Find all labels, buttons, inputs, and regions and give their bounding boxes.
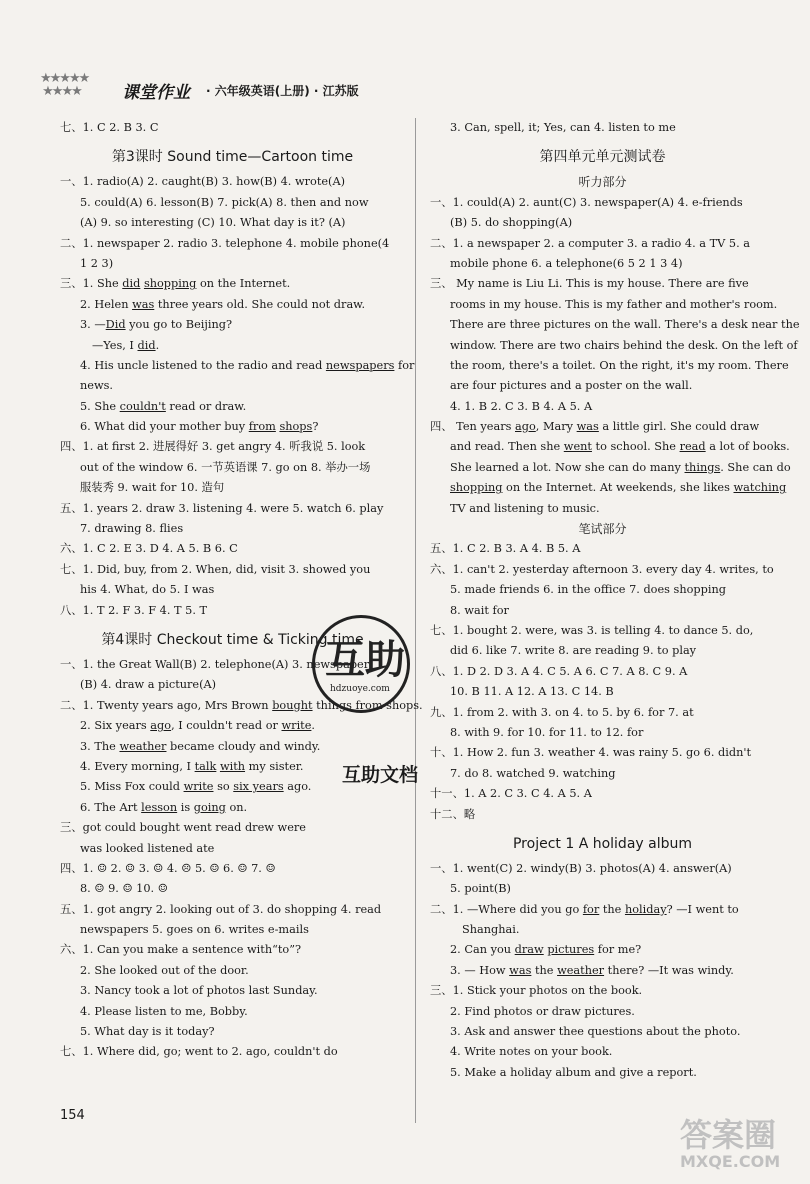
underlined-answer: write [183, 780, 214, 794]
answer-text: 七、1. Where did, go; went to 2. ago, couldn't do [60, 1045, 338, 1059]
underlined-answer: did [137, 338, 156, 352]
answer-line [430, 376, 775, 396]
answer-text: 2. Helen [80, 297, 133, 311]
answer-text: did 6. like 7. write 8. are reading 9. to play [450, 644, 697, 658]
answer-text: 一、1. radio(A) 2. caught(B) 3. how(B) 4. wrote(A) [60, 175, 346, 189]
answer-line [430, 703, 775, 723]
answer-line [430, 920, 775, 940]
answer-text: 七、1. Did, buy, from 2. When, did, visit 3. showed you [60, 562, 371, 576]
underlined-answer: ago [515, 420, 536, 434]
page-header [40, 70, 420, 106]
answer-line [60, 519, 405, 539]
answer-line [430, 118, 775, 138]
answer-line [430, 682, 775, 702]
answer-text: 8. with 9. for 10. for 11. to 12. for [450, 725, 644, 739]
answer-line [60, 900, 405, 920]
answer-text: 5. What day is it today? [80, 1025, 215, 1039]
answer-line [60, 798, 405, 818]
answer-text: are four pictures and a poster on the wall. [450, 379, 693, 393]
answer-line [60, 839, 405, 859]
answer-text: for me? [594, 943, 642, 957]
underlined-answer: was [576, 420, 599, 434]
answer-text: 6. What did your mother buy [80, 420, 249, 434]
underlined-answer: six years [233, 780, 284, 794]
answer-text: 2. Six years [80, 719, 151, 733]
answer-line [60, 417, 405, 437]
answer-line [430, 805, 775, 825]
answer-text: 5. She [80, 399, 120, 413]
answer-line [60, 118, 405, 138]
answer-text: 一、1. could(A) 2. aunt(C) 3. newspaper(A) 4. e-friends [430, 195, 743, 209]
answer-text: 7. do 8. watched 9. watching [450, 766, 616, 780]
answer-text: 七、1. bought 2. were, was 3. is telling 4. to dance 5. do, [430, 623, 754, 637]
answer-text: 二、1. —Where did you go [430, 902, 583, 916]
answer-line [430, 879, 775, 899]
answer-text: is [177, 800, 194, 814]
answer-text: 2. She looked out of the door. [80, 963, 249, 977]
underlined-answer: holiday [624, 902, 667, 916]
answer-text: 10. B 11. A 12. A 13. C 14. B [450, 685, 614, 699]
answer-text: 四、 Ten years [430, 420, 515, 434]
underlined-answer: talk [194, 759, 217, 773]
section-title: 第3课时 Sound time—Cartoon time [111, 149, 354, 166]
answer-line [60, 193, 405, 213]
answer-text: 六、1. C 2. E 3. D 4. A 5. B 6. C [60, 542, 238, 556]
answer-text: 2. Find photos or draw pictures. [450, 1004, 635, 1018]
answer-text: the room, there's a toilet. On the right, it's my room. There [450, 358, 789, 372]
answer-line [60, 478, 405, 498]
answer-text: three years old. She could not draw. [154, 297, 366, 311]
answer-text: ? [312, 420, 319, 434]
answer-line [430, 859, 775, 879]
answer-line [430, 1063, 775, 1083]
answer-line [60, 580, 405, 600]
answer-line [430, 641, 775, 661]
answer-line [430, 254, 775, 274]
answer-line [430, 458, 791, 478]
answer-text: 3. — How [450, 963, 510, 977]
answer-text: the [531, 963, 558, 977]
underlined-answer: for [582, 902, 600, 916]
answer-text: ago. [283, 780, 312, 794]
answer-line [430, 580, 775, 600]
answer-text: 十一、1. A 2. C 3. C 4. A 5. A [430, 787, 592, 801]
underlined-answer: ago [150, 719, 172, 733]
underlined-answer: couldn't [119, 399, 166, 413]
answer-text: 3. — [80, 318, 106, 332]
answer-line [430, 784, 775, 804]
answer-text: 4. Every morning, I [80, 759, 195, 773]
answer-line [430, 274, 775, 294]
answer-line [60, 737, 405, 757]
answer-text: news. [80, 379, 114, 393]
answer-text: 3. Ask and answer thee questions about the photo. [450, 1025, 741, 1039]
answer-text: ? —I went to [666, 902, 739, 916]
answer-text: 5. Miss Fox could [80, 780, 184, 794]
stars-icon: ★★★★★ ★★★★ [40, 71, 89, 99]
answer-text: you go to Beijing? [125, 318, 233, 332]
answer-text: things from shops. [312, 698, 423, 712]
answer-line [60, 560, 405, 580]
answer-line [430, 1022, 775, 1042]
answer-line [430, 601, 775, 621]
answer-text: there? —It was windy. [604, 963, 734, 977]
answer-line [60, 315, 405, 335]
underlined-answer: was [509, 963, 532, 977]
underlined-answer: went [563, 440, 592, 454]
answer-text: 十二、略 [430, 807, 476, 821]
answer-line [60, 879, 405, 899]
underlined-answer: Did [105, 318, 126, 332]
answer-text: 五、1. years 2. draw 3. listening 4. were 5. watch 6. play [60, 501, 384, 515]
answer-text: 5. Make a holiday album and give a report. [450, 1065, 697, 1079]
underlined-answer: watching [733, 481, 787, 495]
answer-text: 三、1. Stick your photos on the book. [430, 984, 643, 998]
corner-watermark: 答案圈 MXQE.COM [680, 1116, 781, 1171]
answer-line [60, 716, 405, 736]
answer-line [430, 940, 775, 960]
answer-line [60, 940, 405, 960]
answer-text: (A) 9. so interesting (C) 10. What day is it? (A) [80, 216, 346, 230]
answer-text: and read. Then she [450, 440, 564, 454]
answer-line [60, 397, 405, 417]
answer-line [430, 193, 775, 213]
underlined-answer: with [219, 759, 246, 773]
answer-line [60, 920, 405, 940]
underlined-answer: shopping [143, 277, 197, 291]
underlined-answer: shops [279, 420, 313, 434]
answer-line [430, 662, 775, 682]
answer-line [60, 458, 405, 478]
underlined-answer: going [193, 800, 226, 814]
underlined-answer: read [679, 440, 706, 454]
answer-line [430, 1002, 775, 1022]
answer-text: 4. His uncle listened to the radio and read [80, 358, 326, 372]
answer-line [60, 539, 405, 559]
answer-text: window. There are two chairs behind the desk. On the left of [450, 338, 798, 352]
underlined-answer: pictures [547, 943, 595, 957]
answer-text: There are three pictures on the wall. There's a desk near the [450, 318, 800, 332]
answer-text: 7. drawing 8. flies [80, 522, 184, 536]
answer-text: 四、1. at first 2. 进展得好 3. get angry 4. 听我说 5. look [60, 440, 366, 454]
answer-line [430, 560, 775, 580]
answer-text: to school. She [591, 440, 680, 454]
answer-text: 二、1. Twenty years ago, Mrs Brown [60, 698, 273, 712]
answer-text: on. [225, 800, 248, 814]
answer-line [60, 818, 405, 838]
answer-line [60, 499, 405, 519]
answer-line [60, 356, 415, 376]
underlined-answer: write [281, 719, 312, 733]
answer-text: the [599, 902, 625, 916]
answer-text: (B) 4. draw a picture(A) [80, 678, 217, 692]
answer-text: my sister. [245, 759, 304, 773]
answer-text: 八、1. D 2. D 3. A 4. C 5. A 6. C 7. A 8. C 9. A [430, 664, 688, 678]
answer-text: —Yes, I [92, 338, 138, 352]
answer-text: (B) 5. do shopping(A) [450, 216, 573, 230]
answer-text: 8. wait for [450, 603, 509, 617]
answer-text: 5. made friends 6. in the office 7. does shopping [450, 583, 727, 597]
underlined-answer: shopping [450, 481, 503, 495]
underlined-answer: was [132, 297, 155, 311]
answer-text: rooms in my house. This is my father and mother's room. [450, 297, 778, 311]
underlined-answer: lesson [141, 800, 178, 814]
answer-line [430, 417, 775, 437]
answer-line [60, 859, 405, 879]
answer-line [60, 295, 405, 315]
answer-text: , I couldn't read or [171, 719, 282, 733]
answer-text: 五、1. got angry 2. looking out of 3. do shopping 4. read [60, 902, 382, 916]
answer-text: 3. Can, spell, it; Yes, can 4. listen to me [450, 121, 676, 134]
answer-text: 5. could(A) 6. lesson(B) 7. pick(A) 8. then and now [80, 195, 369, 209]
answer-text: 九、1. from 2. with 3. on 4. to 5. by 6. for 7. at [430, 705, 694, 719]
answer-text: 3. The [80, 739, 120, 753]
answer-line [430, 234, 775, 254]
answer-line [430, 437, 790, 457]
answer-line [60, 274, 405, 294]
answer-text: 一、1. went(C) 2. windy(B) 3. photos(A) 4. answer(A) [430, 861, 732, 875]
column-divider [415, 118, 416, 1123]
answer-text: 六、1. Can you make a sentence with“to”? [60, 943, 302, 957]
answer-text: became cloudy and windy. [166, 739, 321, 753]
answer-text: 1 2 3) [80, 256, 114, 270]
answer-text: so [213, 780, 234, 794]
underlined-answer: from [248, 420, 276, 434]
answer-text: 4. Write notes on your book. [450, 1045, 613, 1059]
answer-line [430, 336, 798, 356]
section-title: 第四单元单元测试卷 [539, 149, 666, 166]
underlined-answer: bought [272, 698, 313, 712]
answer-text: 服装秀 9. wait for 10. 造句 [80, 481, 225, 495]
answer-text: 二、1. newspaper 2. radio 3. telephone 4. mobile phone(4 [60, 236, 390, 250]
answer-text: 三、1. She [60, 277, 123, 291]
underlined-answer: weather [119, 739, 167, 753]
underlined-answer: weather [557, 963, 605, 977]
header-title: 课堂作业 [122, 83, 190, 103]
answer-line [60, 336, 405, 356]
answer-line [60, 1002, 405, 1022]
answer-text: was looked listened ate [80, 841, 215, 855]
answer-line [60, 376, 405, 396]
answer-line [60, 254, 405, 274]
answer-line [430, 621, 775, 641]
answer-line [430, 981, 775, 1001]
answer-text: . [311, 719, 316, 733]
answer-line [430, 1042, 775, 1062]
answer-line [430, 723, 775, 743]
answer-text: 二、1. a newspaper 2. a computer 3. a radio 4. a TV 5. a [430, 236, 751, 250]
answer-text: 3. Nancy took a lot of photos last Sunday. [80, 984, 318, 998]
answer-line [430, 900, 775, 920]
answer-text: on the Internet. [196, 277, 291, 291]
answer-line [60, 981, 405, 1001]
answer-text: , Mary [535, 420, 577, 434]
answer-text: 十、1. How 2. fun 3. weather 4. was rainy 5. go 6. didn't [430, 746, 752, 760]
answer-text: . She can do [720, 460, 791, 474]
answer-text: . [155, 338, 160, 352]
answer-text: Shanghai. [462, 923, 520, 937]
underlined-answer: things [684, 460, 721, 474]
answer-line [60, 234, 405, 254]
answer-text: 四、1. ☺ 2. ☺ 3. ☺ 4. ☹ 5. ☺ 6. ☺ 7. ☺ [60, 861, 276, 875]
answer-line [430, 295, 778, 315]
underlined-answer: newspapers [325, 358, 395, 372]
answer-line [60, 437, 405, 457]
answer-text: 8. ☺ 9. ☺ 10. ☺ [80, 882, 168, 896]
answer-text: 6. The Art [80, 800, 142, 814]
answer-text: 七、1. C 2. B 3. C [60, 121, 159, 134]
answer-text: 4. Please listen to me, Bobby. [80, 1004, 248, 1018]
left-column [60, 118, 423, 1063]
answer-line [60, 1022, 405, 1042]
answer-text: for [394, 358, 415, 372]
underlined-answer: draw [514, 943, 544, 957]
answer-text: TV and listening to music. [450, 501, 600, 515]
underlined-answer: did [122, 277, 141, 291]
answer-text: 三、 My name is Liu Li. This is my house. There are five [430, 277, 749, 291]
answer-line [430, 397, 775, 417]
answer-text: a little girl. She could draw [598, 420, 760, 434]
answer-text: 2. Can you [450, 943, 515, 957]
answer-text: 五、1. C 2. B 3. A 4. B 5. A [430, 542, 581, 556]
header-subtitle: · 六年级英语(上册) · 江苏版 [206, 84, 359, 98]
answer-line [60, 961, 405, 981]
answer-line [430, 961, 775, 981]
answer-text: mobile phone 6. a telephone(6 5 2 1 3 4) [450, 256, 683, 270]
answer-text: 八、1. T 2. F 3. F 4. T 5. T [60, 603, 208, 617]
answer-text: a lot of books. [705, 440, 790, 454]
answer-text: 一、1. the Great Wall(B) 2. telephone(A) 3. newspaper [60, 657, 370, 671]
answer-text: 六、1. can't 2. yesterday afternoon 3. every day 4. writes, to [430, 562, 774, 576]
page-number: 154 [60, 1108, 85, 1123]
right-column [430, 118, 800, 1083]
section-title: Project 1 A holiday album [512, 835, 693, 852]
watermark-label: 互助文档 [342, 764, 419, 786]
answer-line [60, 1042, 405, 1062]
answer-line [430, 764, 775, 784]
subsection-title: 笔试部分 [578, 522, 627, 537]
answer-line [430, 213, 775, 233]
answer-text: She learned a lot. Now she can do many [450, 460, 685, 474]
answer-line [430, 478, 787, 498]
answer-line [430, 499, 775, 519]
answer-text: his 4. What, do 5. I was [80, 583, 215, 597]
answer-line [430, 539, 775, 559]
answer-text: 4. 1. B 2. C 3. B 4. A 5. A [450, 399, 593, 413]
answer-text: out of the window 6. 一节英语课 7. go on 8. 举办一场 [80, 460, 371, 474]
watermark-logo: 互助 hdzuoye.com [312, 615, 410, 713]
answer-line [60, 213, 405, 233]
answer-text: 5. point(B) [450, 882, 511, 896]
answer-line [430, 356, 789, 376]
section-title: 第4课时 Checkout time & Ticking time [101, 631, 364, 648]
answer-text: read or draw. [165, 399, 247, 413]
answer-text: on the Internet. At weekends, she likes [502, 481, 734, 495]
answer-text: newspapers 5. goes on 6. writes e-mails [80, 923, 309, 937]
answer-line [60, 172, 405, 192]
answer-line [430, 743, 775, 763]
subsection-title: 听力部分 [578, 175, 627, 190]
answer-text: 三、got could bought went read drew were [60, 821, 306, 835]
answer-line [430, 315, 800, 335]
